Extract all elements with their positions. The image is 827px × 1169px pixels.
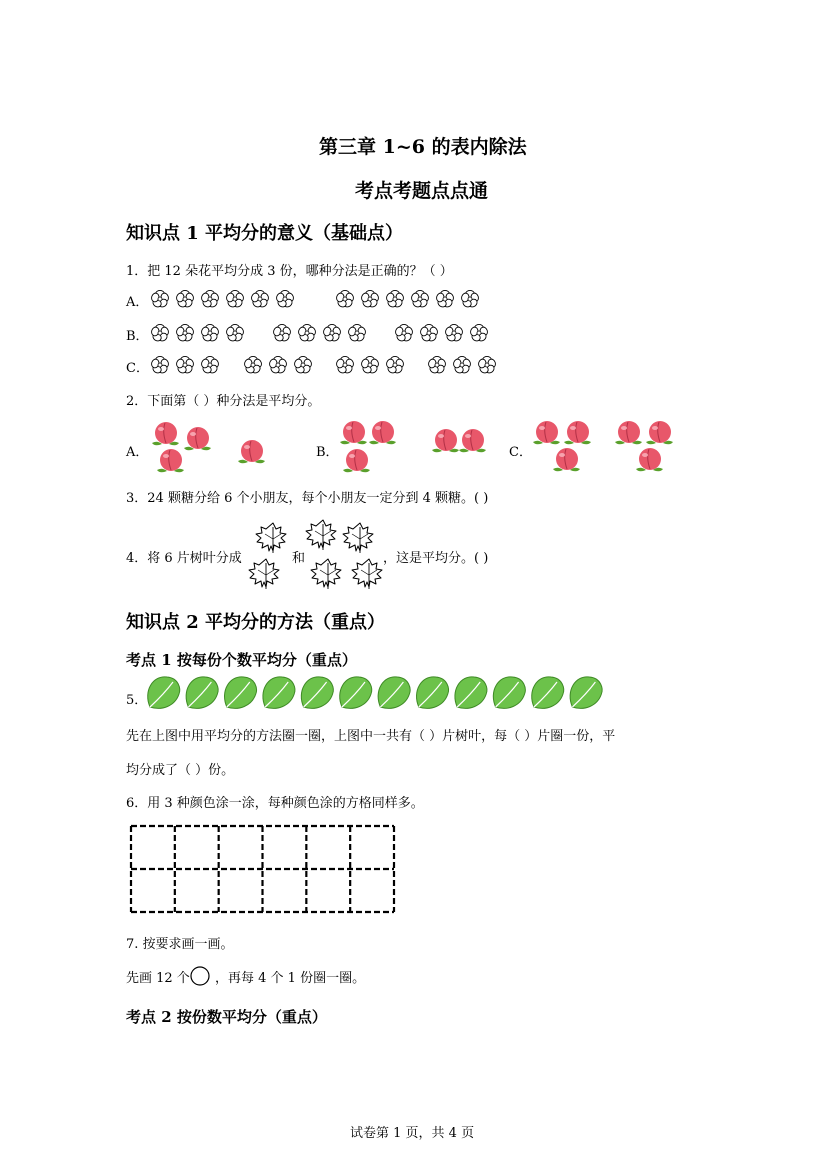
question-7: 7. 按要求画一画。 — [126, 937, 234, 952]
page-subtitle: 考点考题点点通 — [355, 180, 489, 202]
question-1: 1．把 12 朵花平均分成 3 份，哪种分法是正确的？（ ） — [126, 264, 453, 279]
q1-option-c-label: C． — [126, 361, 149, 376]
question-6: 6．用 3 种颜色涂一涂，每种颜色涂的方格同样多。 — [126, 796, 424, 811]
question-5-number: 5． — [126, 693, 148, 708]
subsection-heading-1: 考点 1 按每份个数平均分（重点） — [126, 651, 357, 669]
question-4-post: ，这是平均分。( ) — [383, 551, 489, 566]
section-heading-1: 知识点 1 平均分的意义（基础点） — [126, 223, 404, 244]
q1-option-b-label: B． — [126, 329, 149, 344]
q2-option-a-label: A． — [126, 445, 149, 460]
q2-option-c-label: C． — [509, 445, 532, 460]
question-5-line1: 先在上图中用平均分的方法圈一圈，上图中一共有（ ）片树叶，每（ ）片圈一份，平 — [126, 729, 616, 744]
subsection-heading-2: 考点 2 按份数平均分（重点） — [126, 1008, 327, 1026]
section-heading-2: 知识点 2 平均分的方法（重点） — [126, 612, 386, 633]
question-2: 2．下面第（ ）种分法是平均分。 — [126, 394, 321, 409]
q1-option-a-label: A． — [126, 295, 149, 310]
question-4-pre: 4．将 6 片树叶分成 — [126, 551, 242, 566]
page-footer: 试卷第 1 页，共 4 页 — [350, 1126, 475, 1141]
question-7-post: ，再每 4 个 1 份圈一圈。 — [215, 971, 366, 986]
question-3: 3．24 颗糖分给 6 个小朋友，每个小朋友一定分到 4 颗糖。( ) — [126, 491, 489, 506]
q2-option-b-label: B． — [316, 445, 339, 460]
question-5-line2: 均分成了（ ）份。 — [126, 763, 235, 778]
question-4-mid: 和 — [292, 551, 306, 566]
page-title: 第三章 1~6 的表内除法 — [319, 136, 527, 158]
question-7-pre: 先画 12 个 — [126, 971, 190, 986]
